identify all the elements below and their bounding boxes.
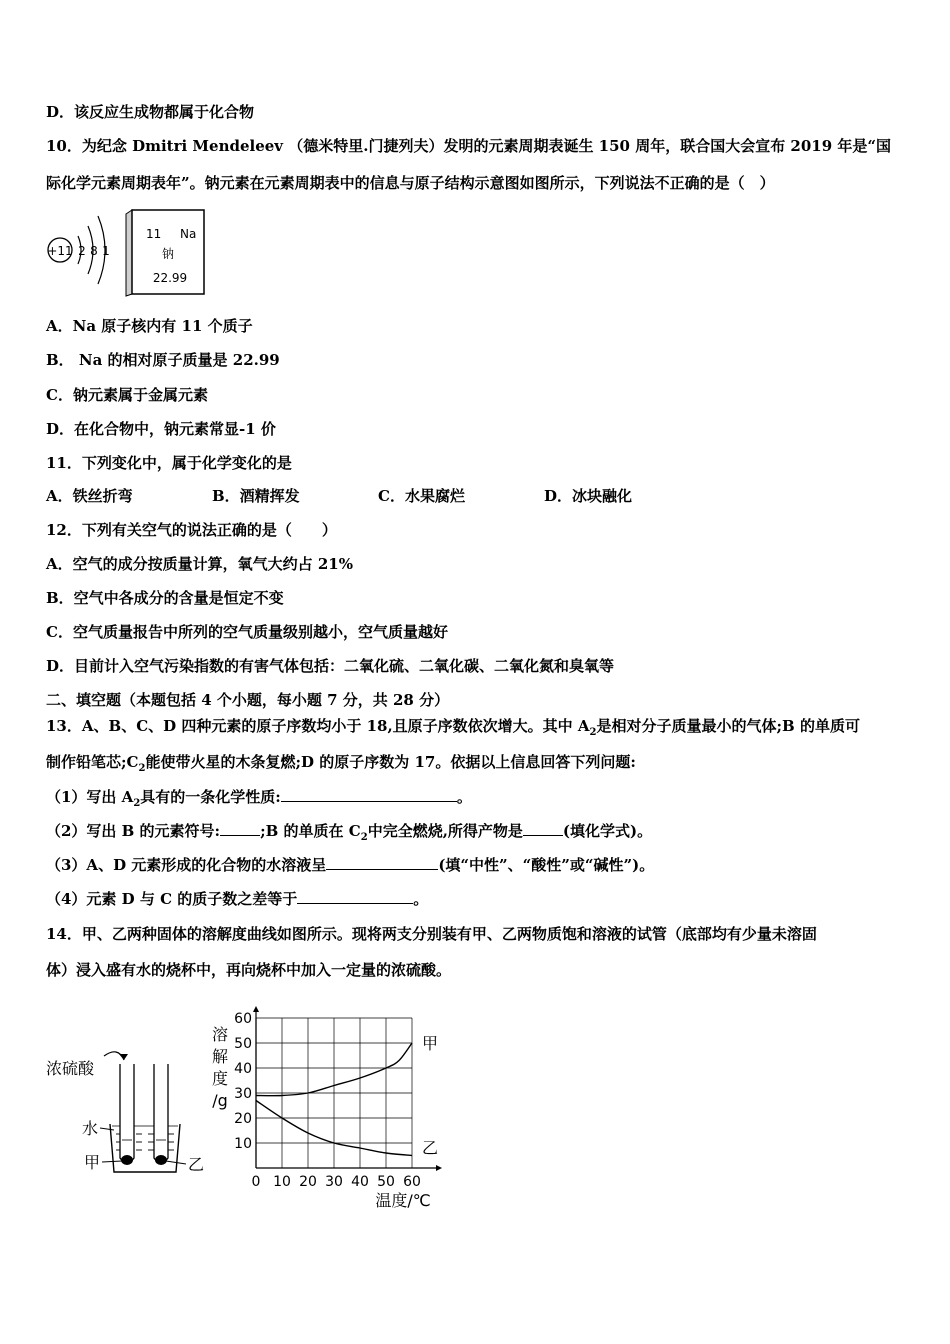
q11-option-d: D．冰块融化 bbox=[544, 487, 633, 505]
y-axis-label-char: 溶 bbox=[211, 1025, 229, 1044]
q12-option-b: B．空气中各成分的含量是恒定不变 bbox=[46, 589, 284, 607]
q10-option-a: A．Na 原子核内有 11 个质子 bbox=[46, 317, 253, 335]
y-axis-label-char: 度 bbox=[211, 1069, 229, 1088]
shell-count-1: 2 bbox=[78, 244, 86, 258]
solubility-chart bbox=[200, 1000, 460, 1214]
x-tick-label: 20 bbox=[299, 1174, 317, 1190]
test-tube-left bbox=[120, 1064, 134, 1163]
y-arrow-head-icon bbox=[253, 1006, 259, 1012]
left-tube-label: 甲 bbox=[84, 1153, 101, 1172]
y-tick-label: 10 bbox=[234, 1136, 252, 1152]
solid-right bbox=[155, 1155, 167, 1165]
card-atomic-number: 11 bbox=[146, 227, 162, 241]
answer-blank[interactable] bbox=[220, 821, 260, 836]
solid-left bbox=[121, 1155, 133, 1165]
q11-options bbox=[46, 486, 632, 506]
answer-blank[interactable] bbox=[523, 821, 563, 836]
y-tick-label: 40 bbox=[234, 1061, 252, 1077]
y-axis-label-char: /g bbox=[212, 1091, 228, 1110]
y-axis-label-char: 解 bbox=[211, 1047, 229, 1066]
arrow-head-icon bbox=[119, 1054, 128, 1060]
y-tick-label: 20 bbox=[234, 1111, 252, 1127]
q11-option-a: A．铁丝折弯 bbox=[46, 487, 133, 505]
q10-option-d: D．在化合物中，钠元素常显-1 价 bbox=[46, 420, 276, 438]
q11-stem: 11．下列变化中，属于化学变化的是 bbox=[46, 454, 292, 472]
beaker-experiment-figure bbox=[44, 1040, 214, 1180]
sodium-atom-diagram bbox=[44, 206, 120, 294]
x-arrow-head-icon bbox=[436, 1165, 442, 1171]
answer-blank[interactable] bbox=[326, 855, 438, 870]
y-tick-label: 60 bbox=[234, 1011, 252, 1027]
q12-option-d: D．目前计入空气污染指数的有害气体包括：二氧化硫、二氧化碳、二氧化氮和臭氧等 bbox=[46, 657, 615, 675]
series-label-2: 乙 bbox=[422, 1138, 439, 1158]
section-2-heading: 二、填空题（本题包括 4 个小题，每小题 7 分，共 28 分） bbox=[46, 691, 450, 709]
x-axis-label: 温度/℃ bbox=[375, 1191, 431, 1210]
card-mass: 22.99 bbox=[152, 271, 188, 285]
x-tick-label: 0 bbox=[251, 1174, 261, 1190]
q12-option-a: A．空气的成分按质量计算，氧气大约占 21% bbox=[46, 555, 353, 573]
answer-blank[interactable] bbox=[297, 889, 413, 904]
q9-option-d: D．该反应生成物都属于化合物 bbox=[46, 103, 255, 121]
q10-option-b: B． Na 的相对原子质量是 22.99 bbox=[46, 351, 280, 369]
q12-stem: 12．下列有关空气的说法正确的是（ ） bbox=[46, 521, 337, 539]
card-symbol: Na bbox=[180, 227, 197, 241]
q10-stem-line1: 10．为纪念 Dmitri Mendeleev （德米特里.门捷列夫）发明的元素周期表诞生 150 周年，联合国大会宣布 2019 年是“国 bbox=[46, 137, 892, 155]
y-tick-label: 30 bbox=[234, 1086, 252, 1102]
test-tube-right bbox=[154, 1064, 168, 1163]
answer-blank[interactable] bbox=[281, 787, 457, 802]
q14-stem-line2: 体）浸入盛有水的烧杯中，再向烧杯中加入一定量的浓硫酸。 bbox=[46, 961, 452, 979]
q13-part2: （2）写出 B 的元素符号: ;B 的单质在 $C_2$中完全燃烧,所得产物是 (填化学式)。 bbox=[46, 822, 653, 843]
card-name: 钠 bbox=[161, 247, 175, 261]
series-label-1: 甲 bbox=[422, 1034, 439, 1053]
y-tick-label: 50 bbox=[234, 1036, 252, 1052]
q10-stem-line2: 际化学元素周期表年”。钠元素在元素周期表中的信息与原子结构示意图如图所示，下列说法不正确的是（ ） bbox=[46, 174, 775, 192]
water-label: 水 bbox=[82, 1119, 99, 1138]
shell-count-2: 8 bbox=[90, 244, 98, 258]
x-tick-label: 10 bbox=[273, 1174, 291, 1190]
q13-part3: （3）A、D 元素形成的化合物的水溶液呈 (填“中性”、“酸性”或“碱性”)。 bbox=[46, 856, 655, 874]
x-tick-label: 50 bbox=[377, 1174, 395, 1190]
q13-part4: （4）元素 D 与 C 的质子数之差等于 。 bbox=[46, 890, 429, 908]
q10-option-c: C．钠元素属于金属元素 bbox=[46, 386, 208, 404]
q14-stem-line1: 14．甲、乙两种固体的溶解度曲线如图所示。现将两支分别装有甲、乙两物质饱和溶液的试管（底部均有少量未溶固 bbox=[46, 925, 817, 943]
x-tick-label: 40 bbox=[351, 1174, 369, 1190]
q11-option-c: C．水果腐烂 bbox=[378, 487, 465, 505]
q13-stem-line1: 13．A、B、C、D 四种元素的原子序数均小于 18,且原子序数依次增大。其中 $A_2$是相对分子质量最小的气体;B 的单质可 bbox=[46, 717, 860, 738]
sodium-element-card bbox=[124, 208, 208, 298]
x-tick-label: 30 bbox=[325, 1174, 343, 1190]
nucleus-charge: +11 bbox=[47, 244, 73, 258]
q12-option-c: C．空气质量报告中所列的空气质量级别越小，空气质量越好 bbox=[46, 623, 448, 641]
q13-part1: （1）写出 $A_2$具有的一条化学性质: 。 bbox=[46, 788, 472, 809]
q11-option-b: B．酒精挥发 bbox=[212, 487, 300, 505]
solubility-chart-svg bbox=[200, 1000, 460, 1214]
q13-stem-line2: 制作铅笔芯$;C_2$能使带火星的木条复燃;D 的原子序数为 17。依据以上信息回答下列问题: bbox=[46, 753, 636, 774]
shell-count-3: 1 bbox=[102, 244, 110, 258]
x-tick-label: 60 bbox=[403, 1174, 421, 1190]
acid-label: 浓硫酸 bbox=[46, 1059, 95, 1078]
right-tube-label: 乙 bbox=[188, 1155, 205, 1174]
